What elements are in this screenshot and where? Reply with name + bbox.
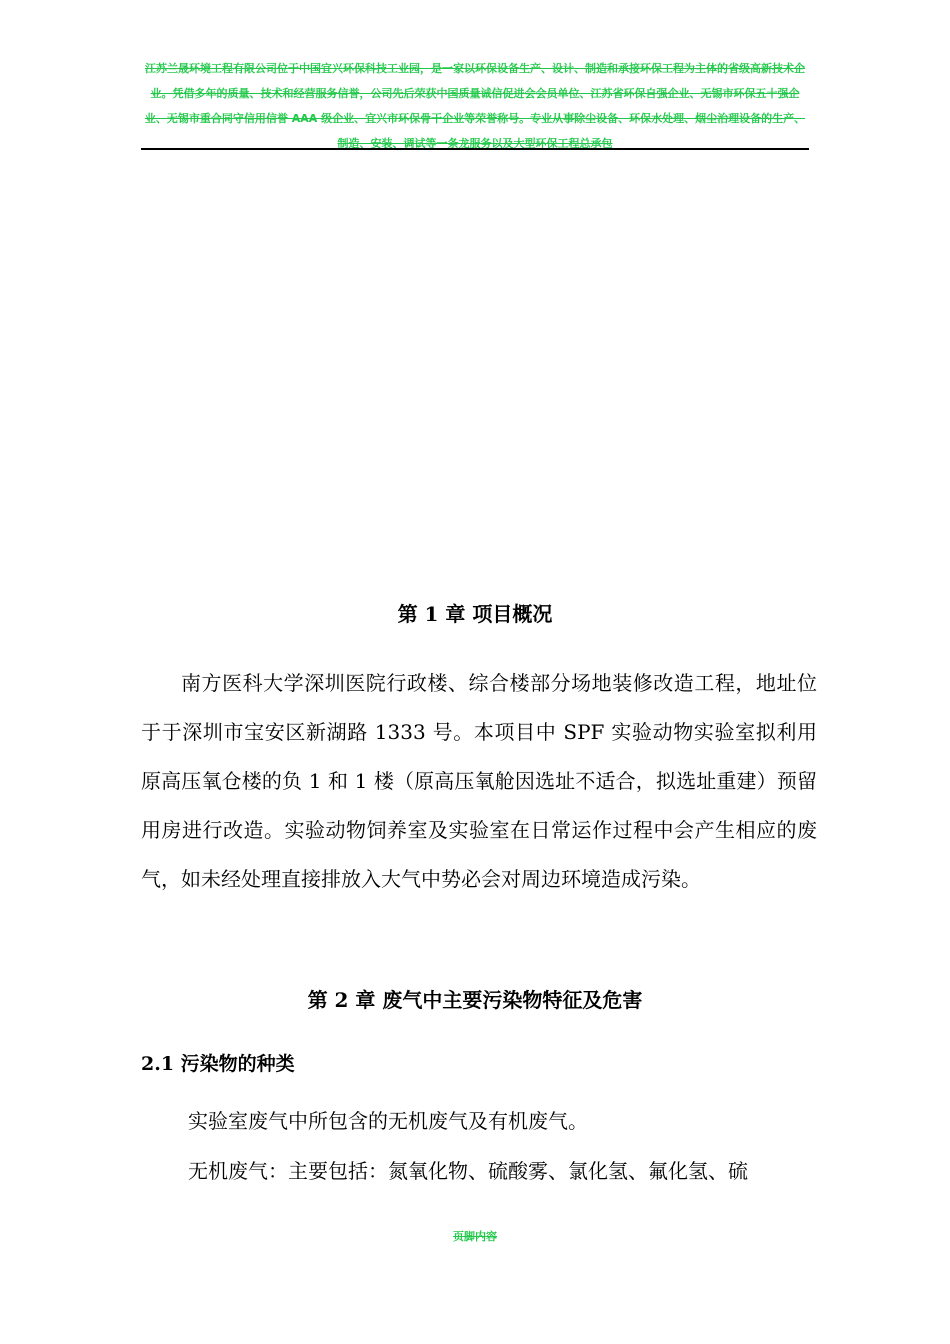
chapter-1-paragraph: 南方医科大学深圳医院行政楼、综合楼部分场地装修改造工程，地址位于于深圳市宝安区新湖路 1333 号。本项目中 SPF 实验动物实验室拟利用原高压氧仓楼的负 1 和 1 楼（原高压氧舱因选址不适合，拟选址重建）预留用房进行改造。实验动物饲养室及实验室在日常运作过程中会产生相应的废气，如未经处理直接排放入大气中势必会对周边环境造成污染。 bbox=[141, 671, 817, 891]
page-header-watermark: 江苏兰晟环境工程有限公司位于中国宜兴环保科技工业园，是一家以环保设备生产、设计、制造和承接环保工程为主体的省级高新技术企业。凭借多年的质量、技术和经营服务信誉，公司先后荣获中国质量诚信促进会会员单位、江苏省环保自强企业、无锡市环保五十强企业、无锡市重合同守信用信誉 AAA 级企业、宜兴市环保骨干企业等荣誉称号。专业从事除尘设备、环保水处理、烟尘治理设备的生产、制造、安装、调试等一条龙服务以及大型环保工程总承包 bbox=[144, 62, 806, 150]
section-2-1-title: 2.1 污染物的种类 bbox=[141, 1053, 295, 1075]
chapter-2-title: 第 2 章 废气中主要污染物特征及危害 bbox=[307, 988, 643, 1012]
chapter-1-title: 第 1 章 项目概况 bbox=[397, 602, 553, 626]
header-divider bbox=[141, 148, 809, 150]
section-2-1-paragraph-2: 无机废气：主要包括：氮氧化物、硫酸雾、氯化氢、氟化氢、硫 bbox=[188, 1159, 748, 1183]
page-footer: 页脚内容 bbox=[453, 1230, 497, 1243]
section-2-1-paragraph-1: 实验室废气中所包含的无机废气及有机废气。 bbox=[188, 1109, 588, 1133]
